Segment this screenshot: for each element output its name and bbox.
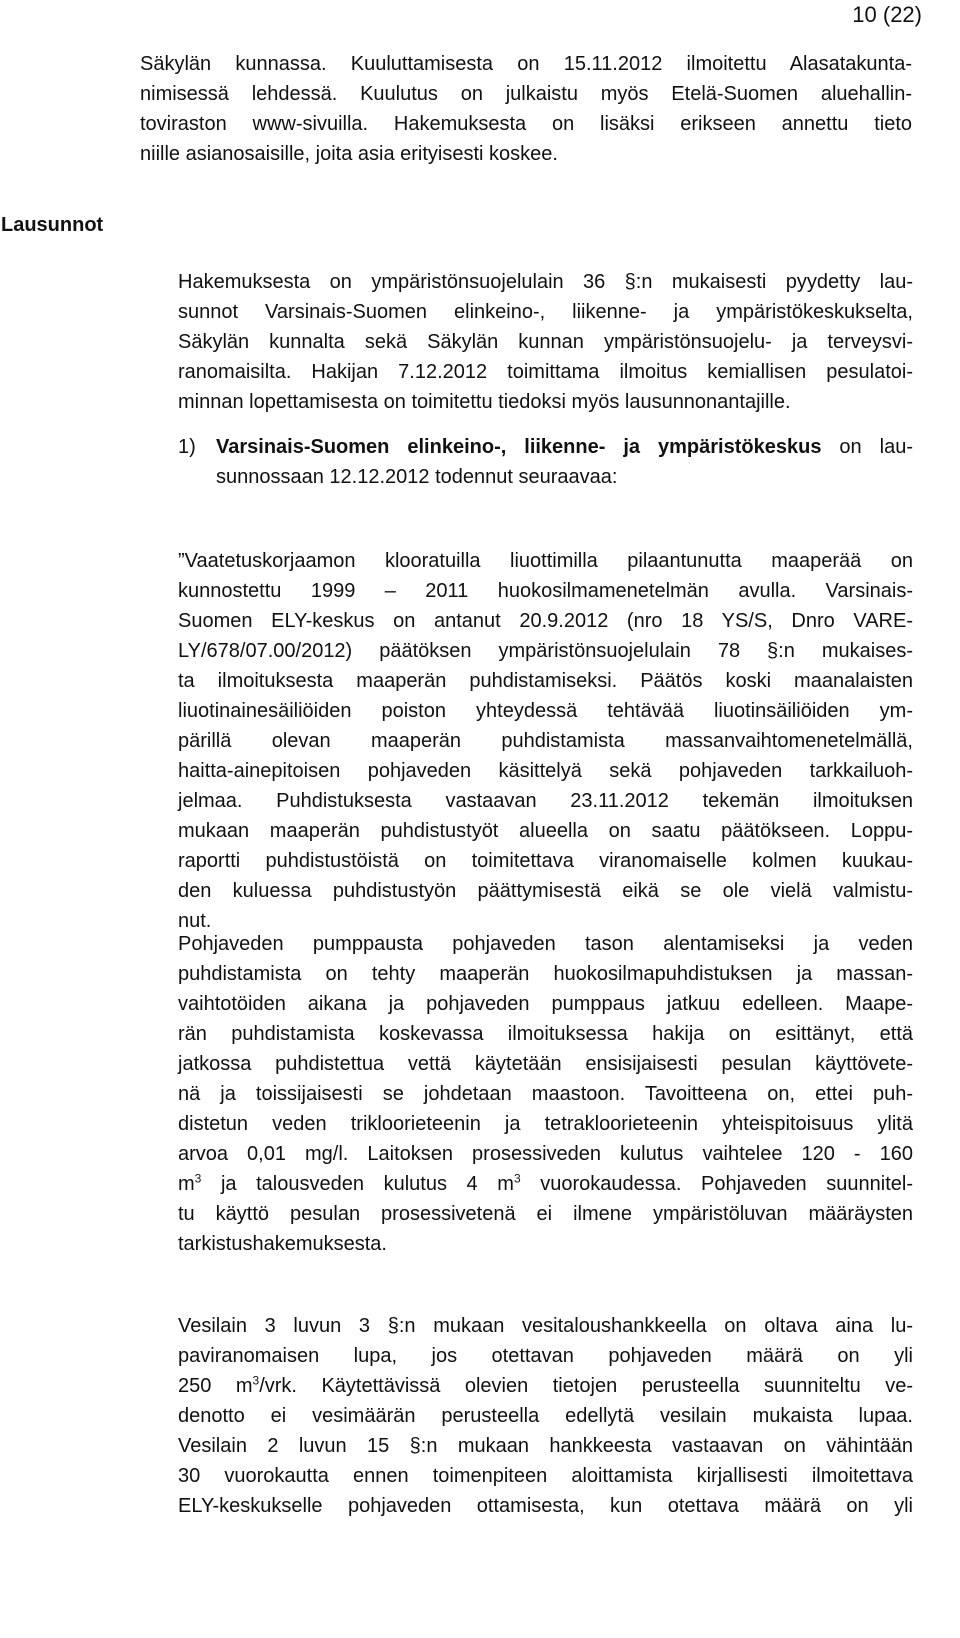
text-line: den kuluessa puhdistustyön päättymisestä eikä se ole vielä valmistu- [178,880,913,902]
text-fragment: /vrk. Käytettävissä olevien tietojen perusteella suunniteltu ve- [259,1375,914,1397]
text-line: tu käyttö pesulan prosessivetenä ei ilmene ympäristöluvan määräysten [178,1203,913,1225]
statements-paragraph [178,267,913,417]
superscript: 3 [513,1171,521,1186]
text-fragment: vuorokaudessa. Pohjaveden suunnitel- [520,1173,913,1195]
text-line: Hakemuksesta on ympäristönsuojelulain 36 §:n mukaisesti pyydetty lau- [178,271,913,293]
quote-paragraph [178,546,913,936]
text-line: LY/678/07.00/2012) päätöksen ympäristönsuojelulain 78 §:n mukaises- [178,640,913,662]
text-line [178,1169,913,1199]
text-line: minnan lopettamisesta on toimitettu tiedoksi myös lausunnonantajille. [178,391,791,413]
quote-paragraph [178,929,913,1259]
text-line: paviranomaisen lupa, jos otettavan pohjaveden määrä on yli [178,1345,913,1367]
text-line: vaihtotöiden aikana ja pohjaveden pumppaus jatkuu edelleen. Maape- [178,993,913,1015]
text-fragment: 250 m [178,1375,253,1397]
text-line: ”Vaatetuskorjaamon klooratuilla liuottimilla pilaantunutta maaperää on [178,550,913,572]
text-line: Pohjaveden pumppausta pohjaveden tason alentamiseksi ja veden [178,933,913,955]
text-line: 30 vuorokautta ennen toimenpiteen aloittamista kirjallisesti ilmoitettava [178,1465,913,1487]
intro-paragraph [140,49,912,169]
text-line: pärillä olevan maaperän puhdistamista massanvaihtomenetelmällä, [178,730,913,752]
text-line: Säkylän kunnalta sekä Säkylän kunnan ympäristönsuojelu- ja terveysvi- [178,331,913,353]
text-line: niille asianosaisille, joita asia erityisesti koskee. [140,143,558,165]
text-line [178,1371,913,1401]
text-line: kunnostettu 1999 – 2011 huokosilmamenetelmän avulla. Varsinais- [178,580,913,602]
text-line: nä ja toissijaisesti se johdetaan maastoon. Tavoitteena on, ettei puh- [178,1083,913,1105]
text-line: toviraston www-sivuilla. Hakemuksesta on lisäksi erikseen annettu tieto [140,113,912,135]
authority-name: Varsinais-Suomen elinkeino-, liikenne- ja ympäristökeskus [216,436,822,458]
text-fragment: m [178,1173,195,1195]
text-line: nimisessä lehdessä. Kuulutus on julkaistu myös Etelä-Suomen aluehallin- [140,83,912,105]
text-line: haitta-ainepitoisen pohjaveden käsittelyä sekä pohjaveden tarkkailuoh- [178,760,913,782]
text-line: Suomen ELY-keskus on antanut 20.9.2012 (nro 18 YS/S, Dnro VARE- [178,610,913,632]
superscript: 3 [194,1171,202,1186]
text-line: denotto ei vesimäärän perusteella edellytä vesilain mukaista lupaa. [178,1405,913,1427]
text-line: arvoa 0,01 mg/l. Laitoksen prosessiveden kulutus vaihtelee 120 - 160 [178,1143,913,1165]
text-line: mukaan maaperän puhdistustyöt alueella on saatu päätökseen. Loppu- [178,820,913,842]
text-line: jelmaa. Puhdistuksesta vastaavan 23.11.2012 tekemän ilmoituksen [178,790,913,812]
text-line: Vesilain 2 luvun 15 §:n mukaan hankkeesta vastaavan on vähintään [178,1435,913,1457]
item-number: 1) [178,436,196,458]
text-line: ta ilmoituksesta maaperän puhdistamiseksi. Päätös koski maanalaisten [178,670,913,692]
text-line: ELY-keskukselle pohjaveden ottamisesta, kun otettava määrä on yli [178,1495,913,1517]
text-line: ranomaisilta. Hakijan 7.12.2012 toimittama ilmoitus kemiallisen pesulatoi- [178,361,913,383]
text-line: sunnot Varsinais-Suomen elinkeino-, liikenne- ja ympäristökeskukselta, [178,301,913,323]
text-line: liuotinainesäiliöiden poiston yhteydessä tehtävää liuotinsäiliöiden ym- [178,700,913,722]
text-line: nut. [178,910,212,932]
quote-paragraph [178,1311,913,1521]
text-line: tarkistushakemuksesta. [178,1233,387,1255]
text-fragment: ja talousveden kulutus 4 m [201,1173,514,1195]
text-line: puhdistamista on tehty maaperän huokosilmapuhdistuksen ja massan- [178,963,913,985]
superscript: 3 [252,1373,260,1388]
page-number: 10 (22) [852,2,922,27]
text-line: Säkylän kunnassa. Kuuluttamisesta on 15.11.2012 ilmoitettu Alasatakunta- [140,53,912,75]
text-line: rän puhdistamista koskevassa ilmoituksessa hakija on esittänyt, että [178,1023,913,1045]
text-line: jatkossa puhdistettua vettä käytetään ensisijaisesti pesulan käyttövete- [178,1053,913,1075]
text-line: Vesilain 3 luvun 3 §:n mukaan vesitaloushankkeella on oltava aina lu- [178,1315,913,1337]
text-line: distetun veden trikloorieteenin ja tetrakloorieteenin yhteispitoisuus ylitä [178,1113,913,1135]
text-line: sunnossaan 12.12.2012 todennut seuraavaa: [216,466,618,488]
text-fragment: on lau- [821,436,914,458]
side-heading: Lausunnot [1,214,104,236]
text-line [216,432,913,462]
list-item [216,432,913,492]
text-line: raportti puhdistustöistä on toimitettava viranomaiselle kolmen kuukau- [178,850,913,872]
